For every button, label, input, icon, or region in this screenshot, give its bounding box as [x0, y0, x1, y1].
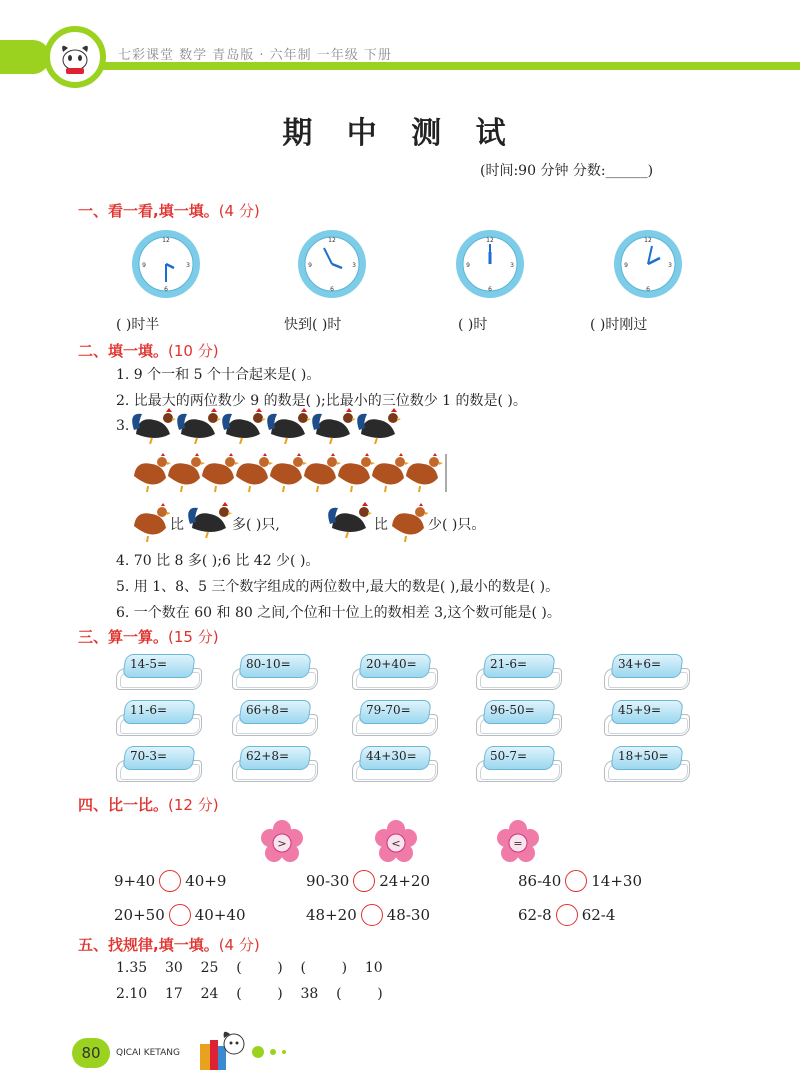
calc-card — [604, 742, 690, 782]
section-points: (12 分) — [168, 796, 219, 814]
time-info: (时间:90 分钟 分数:______) — [480, 163, 654, 179]
svg-text:3: 3 — [186, 262, 190, 269]
calc-card — [352, 650, 438, 690]
svg-text:12: 12 — [486, 237, 494, 244]
calc-expression[interactable]: 11-6= — [130, 703, 168, 717]
footer-dot — [282, 1050, 286, 1054]
calc-expression[interactable]: 20+40= — [366, 657, 417, 671]
calc-expression[interactable]: 21-6= — [490, 657, 528, 671]
hen-icon — [132, 502, 170, 542]
footer-brand: QICAI KETANG — [116, 1048, 180, 1058]
flower-equal-icon — [496, 820, 540, 864]
compare-item — [306, 904, 430, 926]
clock-icon — [454, 228, 526, 300]
clock-icon — [296, 228, 368, 300]
compare-right: 14+30 — [591, 872, 642, 890]
calc-card — [476, 650, 562, 690]
page-number: 80 — [72, 1038, 110, 1068]
calc-expression[interactable]: 50-7= — [490, 749, 528, 763]
rooster-icon — [188, 502, 234, 538]
calc-expression[interactable]: 14-5= — [130, 657, 168, 671]
compare-left: 9+40 — [114, 872, 156, 890]
calc-expression[interactable]: 44+30= — [366, 749, 417, 763]
dog-mascot-icon — [54, 36, 96, 78]
compare-right: 62-4 — [581, 906, 616, 924]
section-3-title — [78, 626, 219, 647]
compare-left: 90-30 — [306, 872, 350, 890]
pattern-2: 2.10 17 24 ( ) 38 ( ) — [116, 986, 383, 1002]
compare-item — [518, 904, 615, 926]
compare-left: 48+20 — [306, 906, 357, 924]
pattern-1: 1.35 30 25 ( ) ( ) 10 — [116, 960, 383, 976]
header-logo — [44, 26, 106, 88]
footer-dot — [252, 1046, 264, 1058]
flower-symbol: > — [277, 837, 287, 850]
hen-icon — [390, 502, 428, 542]
svg-text:12: 12 — [162, 237, 170, 244]
flower-symbol: = — [513, 837, 523, 850]
calc-expression[interactable]: 66+8= — [246, 703, 290, 717]
clock-icon — [612, 228, 684, 300]
rooster-icon — [328, 502, 374, 538]
calc-card — [604, 696, 690, 736]
compare-circle[interactable] — [565, 870, 587, 892]
fill-question-6: 6. 一个数在 60 和 80 之间,个位和十位上的数相差 3,这个数可能是( )。 — [116, 605, 561, 621]
page-title: 期 中 测 试 — [282, 116, 518, 151]
flower-less-icon — [374, 820, 418, 864]
compare-right: 24+20 — [379, 872, 430, 890]
section-2-title — [78, 340, 219, 361]
calc-expression[interactable]: 70-3= — [130, 749, 168, 763]
fill-question-4: 4. 70 比 8 多( );6 比 42 少( )。 — [116, 553, 320, 569]
svg-text:9: 9 — [142, 262, 146, 269]
calc-card — [476, 742, 562, 782]
fill-question-5: 5. 用 1、8、5 三个数字组成的两位数中,最大的数是( ),最小的数是( )。 — [116, 579, 560, 595]
clock-label: ( )时半 — [116, 317, 160, 333]
compare-item — [114, 904, 246, 926]
header-series: 七彩课堂 数学 青岛版 · 六年制 一年级 下册 — [118, 48, 392, 63]
compare-less: 少( )只。 — [428, 517, 486, 533]
compare-item — [114, 870, 226, 892]
calc-card — [352, 696, 438, 736]
compare-word: 比 — [170, 517, 184, 533]
svg-text:9: 9 — [308, 262, 312, 269]
flower-greater-icon — [260, 820, 304, 864]
compare-left: 62-8 — [518, 906, 552, 924]
section-points: (10 分) — [168, 342, 219, 360]
svg-text:9: 9 — [624, 262, 628, 269]
fill-question-3: 3. — [116, 418, 130, 434]
calc-card — [232, 650, 318, 690]
section-title: 四、比一比。 — [78, 796, 169, 814]
compare-circle[interactable] — [159, 870, 181, 892]
compare-item — [306, 870, 430, 892]
clock-label: 快到( )时 — [284, 317, 342, 333]
section-4-title — [78, 794, 219, 815]
section-points: (4 分) — [218, 202, 260, 220]
section-5-title — [78, 934, 260, 955]
svg-text:6: 6 — [646, 286, 650, 293]
svg-text:12: 12 — [644, 237, 652, 244]
footer-mascot-icon — [196, 1026, 246, 1072]
compare-item — [518, 870, 642, 892]
calc-expression[interactable]: 18+50= — [618, 749, 669, 763]
compare-right: 48-30 — [386, 906, 430, 924]
fill-question-2: 2. 比最大的两位数少 9 的数是( );比最小的三位数少 1 的数是( )。 — [116, 393, 527, 409]
calc-expression[interactable]: 62+8= — [246, 749, 290, 763]
flower-symbol: < — [391, 837, 401, 850]
section-title: 五、找规律,填一填。 — [78, 936, 219, 954]
clock-icon — [130, 228, 202, 300]
svg-text:6: 6 — [330, 286, 334, 293]
calc-card — [116, 742, 202, 782]
compare-circle[interactable] — [556, 904, 578, 926]
clock-label: ( )时 — [458, 317, 488, 333]
calc-card — [476, 696, 562, 736]
section-title: 二、填一填。 — [78, 342, 169, 360]
section-points: (15 分) — [168, 628, 219, 646]
footer-dot — [270, 1049, 276, 1055]
compare-right: 40+9 — [185, 872, 227, 890]
compare-word: 比 — [374, 517, 388, 533]
rooster-row — [132, 408, 402, 444]
section-title: 一、看一看,填一填。 — [78, 202, 219, 220]
calc-expression[interactable]: 96-50= — [490, 703, 535, 717]
calc-card — [116, 650, 202, 690]
compare-circle[interactable] — [169, 904, 191, 926]
compare-left: 20+50 — [114, 906, 165, 924]
calc-card — [232, 696, 318, 736]
compare-more: 多( )只, — [232, 517, 280, 533]
fill-question-1: 1. 9 个一和 5 个十合起来是( )。 — [116, 367, 321, 383]
section-1-title — [78, 200, 260, 221]
calc-card — [604, 650, 690, 690]
calc-expression[interactable]: 34+6= — [618, 657, 662, 671]
calc-card — [116, 696, 202, 736]
compare-circle[interactable] — [353, 870, 375, 892]
compare-circle[interactable] — [361, 904, 383, 926]
calc-expression[interactable]: 45+9= — [618, 703, 662, 717]
svg-text:6: 6 — [164, 286, 168, 293]
header-tab — [0, 40, 50, 74]
calc-card — [232, 742, 318, 782]
header-bar — [60, 62, 800, 70]
compare-right: 40+40 — [194, 906, 246, 924]
compare-left: 86-40 — [518, 872, 562, 890]
calc-card — [352, 742, 438, 782]
clock-label: ( )时刚过 — [590, 317, 648, 333]
section-points: (4 分) — [218, 936, 260, 954]
calc-expression[interactable]: 79-70= — [366, 703, 411, 717]
hen-row — [132, 452, 452, 494]
svg-text:3: 3 — [352, 262, 356, 269]
svg-text:3: 3 — [510, 262, 514, 269]
svg-text:9: 9 — [466, 262, 470, 269]
svg-text:6: 6 — [488, 286, 492, 293]
calc-expression[interactable]: 80-10= — [246, 657, 291, 671]
svg-text:3: 3 — [668, 262, 672, 269]
svg-text:12: 12 — [328, 237, 336, 244]
section-title: 三、算一算。 — [78, 628, 169, 646]
